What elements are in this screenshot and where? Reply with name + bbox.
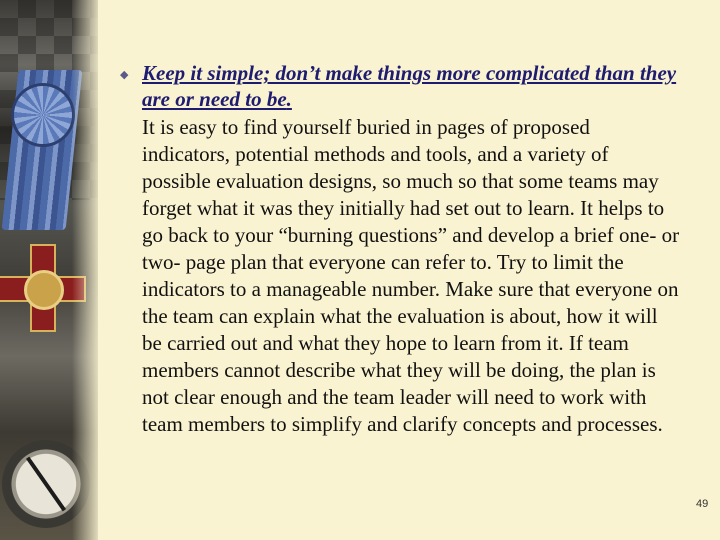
body-paragraph: It is easy to find yourself buried in pages of proposed indicators, potential methods and tools, and a variety of possible evaluation designs, so much so that some teams may forget what it was they initially had set out to learn. It helps to go back to your “burning questions” and develop a brief one- or two- page plan that everyone can refer to. Try to limit the indicators to a manageable number. Make sure that everyone on the team can explain what the evaluation is about, how it will be carried out and what they hope to learn from it. If team members cannot describe what they will be doing, the plan is not clear enough and the team leader will need to work with team members to simplify and clarify concepts and processes.: [142, 115, 680, 436]
heading-text: Keep it simple; don’t make things more complicated than they are or need to be: [142, 61, 677, 111]
medal-icon: [0, 240, 90, 336]
slide-heading: [142, 60, 687, 112]
bullet-diamond-icon: ◆: [120, 69, 129, 81]
slide-content: [120, 60, 710, 438]
heading-period: .: [286, 87, 292, 111]
compass-icon: [2, 440, 90, 528]
rosette-image: [14, 86, 72, 144]
page-number: 49: [696, 498, 709, 510]
decorative-photo-strip: [0, 0, 98, 540]
